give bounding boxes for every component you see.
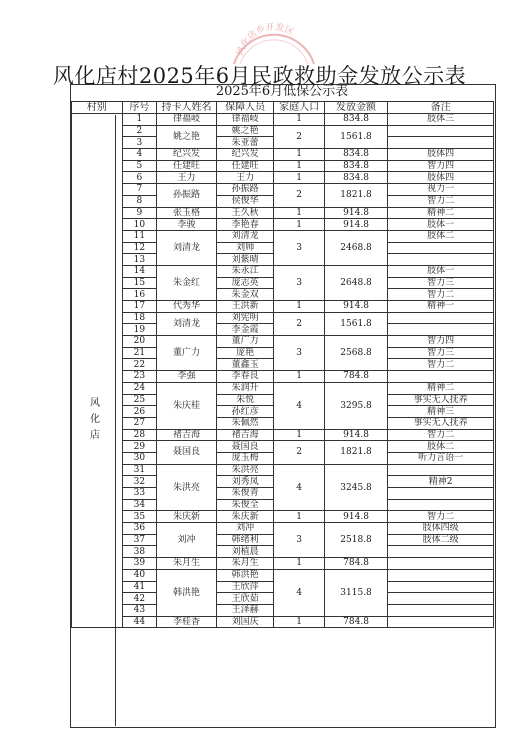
cardholder-name: 代秀华 [157,301,217,313]
row-number: 40 [122,569,156,581]
remarks [388,604,494,616]
payment-amount: 1561.8 [324,312,387,335]
cardholder-name: 朱金红 [157,265,217,300]
remarks: 肢体二 [388,441,494,453]
family-size: 4 [274,569,325,616]
member-name: 王力 [216,172,273,184]
remarks [388,137,494,149]
row-number: 2 [122,125,156,137]
cardholder-name: 朱月生 [157,558,217,570]
member-name: 庞玉梅 [216,452,273,464]
remarks: 肢体一 [388,219,494,231]
remarks [388,125,494,137]
table-row [72,382,494,394]
member-name: 纪兴发 [216,149,273,161]
family-size: 1 [274,558,325,570]
member-name: 李春良 [216,371,273,383]
row-number: 22 [122,359,156,371]
remarks [388,488,494,500]
row-number: 6 [122,172,156,184]
table-subtitle: 2025年6月低保公示表 [215,84,349,99]
remarks [388,254,494,266]
remarks [388,324,494,336]
table-row [72,371,494,383]
member-name: 朱亚蕾 [216,137,273,149]
row-number: 13 [122,254,156,266]
remarks: 智力四 [388,160,494,172]
member-name: 孙振路 [216,184,273,196]
member-name: 任建旺 [216,160,273,172]
cardholder-name: 孙振路 [157,184,217,207]
payment-amount: 834.8 [324,114,387,126]
remarks: 智力四 [388,336,494,348]
member-name: 董鑫玉 [216,359,273,371]
table-row [72,219,494,231]
remarks: 事实无人抚养 [388,417,494,429]
row-number: 5 [122,160,156,172]
table-row [72,114,494,126]
subsidy-table [71,101,494,628]
family-size: 2 [274,125,325,148]
table-row [72,172,494,184]
family-size: 3 [274,265,325,300]
cardholder-name: 律福岐 [157,114,217,126]
row-number: 44 [122,616,156,628]
member-name: 韩绪利 [216,534,273,546]
table-row [72,464,494,476]
row-number: 34 [122,499,156,511]
member-name: 李艳春 [216,219,273,231]
row-number: 38 [122,546,156,558]
remarks: 听力言语一 [388,452,494,464]
row-number: 3 [122,137,156,149]
remarks: 智力二 [388,195,494,207]
member-name: 律福岐 [216,114,273,126]
remarks: 肢体四级 [388,523,494,535]
remarks: 肢体三 [388,114,494,126]
header-member: 保障人员 [216,102,273,114]
table-row [72,336,494,348]
cardholder-name: 李骏 [157,219,217,231]
table-row [72,125,494,137]
remarks: 精神2 [388,476,494,488]
header-number: 序号 [122,102,156,114]
member-name: 朱佩然 [216,417,273,429]
table-row [72,301,494,313]
row-number: 11 [122,230,156,242]
cardholder-name: 王力 [157,172,217,184]
remarks [388,499,494,511]
table-row [72,160,494,172]
row-number: 16 [122,289,156,301]
cardholder-name: 纪兴发 [157,149,217,161]
cardholder-name: 刘冲 [157,523,217,558]
member-name: 刘帅 [216,242,273,254]
member-name: 朱洪亮 [216,464,273,476]
row-number: 10 [122,219,156,231]
payment-amount: 1561.8 [324,125,387,148]
member-name: 刘植晨 [216,546,273,558]
row-number: 28 [122,429,156,441]
member-name: 王欣茹 [216,593,273,605]
header-family-size: 家庭人口 [274,102,325,114]
member-name: 董广力 [216,336,273,348]
row-number: 18 [122,312,156,324]
remarks: 智力二 [388,359,494,371]
member-name: 朱永江 [216,265,273,277]
member-name: 聂国良 [216,441,273,453]
family-size: 3 [274,230,325,265]
family-size: 1 [274,219,325,231]
table-row [72,441,494,453]
table-header-row [72,102,494,114]
remarks [388,616,494,628]
table-row [72,558,494,570]
row-number: 9 [122,207,156,219]
cardholder-name: 李桂香 [157,616,217,628]
remarks: 精神三 [388,406,494,418]
payment-amount: 914.8 [324,207,387,219]
row-number: 8 [122,195,156,207]
remarks: 精神一 [388,301,494,313]
family-size: 1 [274,114,325,126]
cardholder-name: 董广力 [157,336,217,371]
header-remarks: 备注 [388,102,494,114]
remarks: 精神二 [388,382,494,394]
payment-amount: 2518.8 [324,523,387,558]
member-name: 朱润升 [216,382,273,394]
row-number: 26 [122,406,156,418]
member-name: 刘秀凤 [216,476,273,488]
family-size: 1 [274,616,325,628]
row-number: 7 [122,184,156,196]
family-size: 3 [274,523,325,558]
family-size: 1 [274,207,325,219]
remarks [388,546,494,558]
family-size: 2 [274,184,325,207]
payment-amount: 834.8 [324,172,387,184]
member-name: 朱金双 [216,289,273,301]
svg-text:风化店乡开发区: 风化店乡开发区 [235,22,296,57]
payment-amount: 1821.8 [324,441,387,464]
cardholder-name: 刘清龙 [157,312,217,335]
member-name: 庞志英 [216,277,273,289]
row-number: 17 [122,301,156,313]
family-size: 2 [274,441,325,464]
remarks: 事实无人抚养 [388,394,494,406]
row-number: 37 [122,534,156,546]
member-name: 刘冲 [216,523,273,535]
member-name: 李金霞 [216,324,273,336]
row-number: 21 [122,347,156,359]
payment-amount: 2568.8 [324,336,387,371]
family-size: 1 [274,149,325,161]
remarks: 视力一 [388,184,494,196]
table-row [72,184,494,196]
remarks: 智力三 [388,347,494,359]
table-row [72,511,494,523]
remarks: 智力二 [388,429,494,441]
row-number: 1 [122,114,156,126]
document-title: 风化店村2025年6月民政救助金发放公示表 [52,64,467,88]
table-row [72,230,494,242]
table-row [72,569,494,581]
family-size: 4 [274,464,325,511]
village-name: 风化店 [87,396,99,445]
member-name: 朱俊全 [216,499,273,511]
payment-amount: 834.8 [324,160,387,172]
payment-amount: 3245.8 [324,464,387,511]
row-number: 24 [122,382,156,394]
member-name: 王泽赫 [216,604,273,616]
row-number: 25 [122,394,156,406]
payment-amount: 834.8 [324,149,387,161]
cardholder-name: 褚吉海 [157,429,217,441]
table-row [72,523,494,535]
remarks: 精神二 [388,207,494,219]
member-name: 姚之艳 [216,125,273,137]
payment-amount: 784.8 [324,371,387,383]
member-name: 孙红彦 [216,406,273,418]
remarks: 肢体四 [388,172,494,184]
member-name: 庞艳 [216,347,273,359]
member-name: 王洪新 [216,301,273,313]
remarks [388,242,494,254]
row-number: 32 [122,476,156,488]
family-size: 1 [274,301,325,313]
remarks [388,464,494,476]
member-name: 朱悦 [216,394,273,406]
row-number: 4 [122,149,156,161]
member-name: 朱月生 [216,558,273,570]
family-size: 2 [274,312,325,335]
row-number: 19 [122,324,156,336]
row-number: 23 [122,371,156,383]
cardholder-name: 姚之艳 [157,125,217,148]
family-size: 1 [274,429,325,441]
cardholder-name: 韩洪艳 [157,569,217,616]
row-number: 31 [122,464,156,476]
remarks: 智力二 [388,511,494,523]
payment-amount: 914.8 [324,301,387,313]
payment-amount: 3115.8 [324,569,387,616]
member-name: 刘国庆 [216,616,273,628]
row-number: 30 [122,452,156,464]
header-village: 村别 [72,102,123,114]
remarks: 智力三 [388,277,494,289]
member-name: 褚吉海 [216,429,273,441]
row-number: 39 [122,558,156,570]
payment-amount: 784.8 [324,616,387,628]
payment-amount: 1821.8 [324,184,387,207]
remarks [388,371,494,383]
member-name: 韩洪艳 [216,569,273,581]
remarks [388,558,494,570]
family-size: 3 [274,336,325,371]
payment-amount: 784.8 [324,558,387,570]
family-size: 1 [274,511,325,523]
member-name: 刘紫晴 [216,254,273,266]
cardholder-name: 刘清龙 [157,230,217,265]
family-size: 1 [274,172,325,184]
row-number: 36 [122,523,156,535]
table-row [72,429,494,441]
remarks [388,593,494,605]
cardholder-name: 任建旺 [157,160,217,172]
payment-amount: 2648.8 [324,265,387,300]
family-size: 1 [274,371,325,383]
payment-amount: 914.8 [324,511,387,523]
row-number: 29 [122,441,156,453]
row-number: 14 [122,265,156,277]
remarks: 肢体二级 [388,534,494,546]
member-name: 王欣萍 [216,581,273,593]
payment-amount: 914.8 [324,219,387,231]
payment-amount: 2468.8 [324,230,387,265]
remarks [388,569,494,581]
table-row [72,312,494,324]
member-name: 朱庆新 [216,511,273,523]
remarks: 肢体四 [388,149,494,161]
family-size: 1 [274,160,325,172]
member-name: 刘清龙 [216,230,273,242]
table-row [72,149,494,161]
member-name: 王久秋 [216,207,273,219]
member-name: 侯俊华 [216,195,273,207]
row-number: 35 [122,511,156,523]
remarks [388,312,494,324]
row-number: 12 [122,242,156,254]
table-row [72,265,494,277]
member-name: 朱俊青 [216,488,273,500]
family-size: 4 [274,382,325,429]
table-row [72,616,494,628]
remarks [388,581,494,593]
cardholder-name: 朱洪亮 [157,464,217,511]
cardholder-name: 张玉格 [157,207,217,219]
cardholder-name: 朱庆桂 [157,382,217,429]
cardholder-name: 聂国良 [157,441,217,464]
payment-amount: 914.8 [324,429,387,441]
row-number: 27 [122,417,156,429]
row-number: 15 [122,277,156,289]
row-number: 33 [122,488,156,500]
row-number: 42 [122,593,156,605]
cardholder-name: 朱庆新 [157,511,217,523]
payment-amount: 3295.8 [324,382,387,429]
header-cardholder: 持卡人姓名 [157,102,217,114]
row-number: 41 [122,581,156,593]
remarks: 肢体二 [388,230,494,242]
village-name-cell [71,115,116,726]
remarks: 肢体一 [388,265,494,277]
member-name: 刘宪明 [216,312,273,324]
row-number: 20 [122,336,156,348]
header-amount: 发放金额 [324,102,387,114]
cardholder-name: 李强 [157,371,217,383]
table-body [72,114,494,628]
table-row [72,207,494,219]
row-number: 43 [122,604,156,616]
remarks: 智力二 [388,289,494,301]
